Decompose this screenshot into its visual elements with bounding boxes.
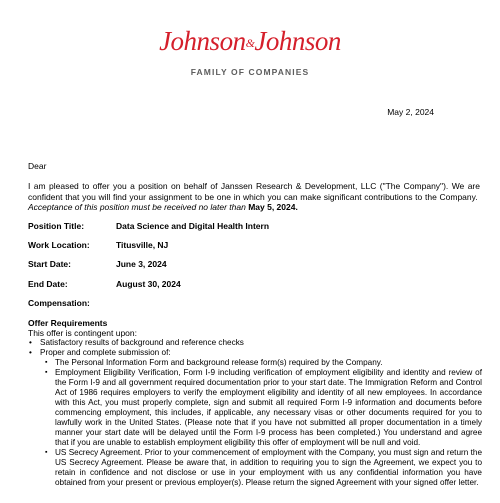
requirements-list bbox=[28, 338, 482, 488]
position-title-value: Data Science and Digital Health Intern bbox=[116, 221, 270, 231]
sub-bullet-secrecy-agreement: ▪ US Secrecy Agreement. Prior to your commencement of employment with the Company, you must sign and return the US Secrecy Agreement. Please be aware that, in addition to requiring you to sign the Agreement, we expect you to retain in confidence and not disclose or use in your employment with us any confidential information you have obtained from your present or previous employer(s). Please return the signed Agreement with your signed offer letter. bbox=[28, 448, 482, 488]
letter-date: May 2, 2024 bbox=[387, 107, 434, 117]
logo-word-right: Johnson bbox=[254, 26, 341, 56]
position-title-label: Position Title: bbox=[28, 221, 85, 231]
company-logo bbox=[0, 28, 500, 55]
offer-requirements-intro: This offer is contingent upon: bbox=[28, 328, 137, 338]
intro-text: I am pleased to offer you a position on behalf of Janssen Research & Development, LLC ("The Company"). We are confident that you will find your assignment to be one in which you can make significant contributions to the Company. bbox=[28, 181, 480, 202]
sub-bullet-form-i9: ▪ Employment Eligibility Verification, Form I-9 including verification of employment eligibility and identity and review of the Form I-9 and all government required documentation prior to your start date. The Immigration Reform and Control Act of 1986 requires employers to verify the employment eligibility and identity of all new employees. In accordance with this Act, you must properly complete, sign and submit all required Form I-9 information and documents before commencing employment, this includes, if applicable, any necessary visas or other documents required for you to lawfully work in the United States. (Please note that if you have not submitted all proper documentation in a timely manner your start date will be delayed until the Form I-9 process has been completed.) You understand and agree that if you are unable to establish employment eligibility this offer of employment will be null and void. bbox=[28, 368, 482, 448]
work-location-value: Titusville, NJ bbox=[116, 240, 169, 250]
compensation-label: Compensation: bbox=[28, 298, 90, 308]
start-date-label: Start Date: bbox=[28, 259, 71, 269]
start-date-value: June 3, 2024 bbox=[116, 259, 167, 269]
end-date-value: August 30, 2024 bbox=[116, 279, 181, 289]
requirement-bullet-submission: • Proper and complete submission of: bbox=[28, 348, 482, 358]
logo-subtitle: FAMILY OF COMPANIES bbox=[190, 67, 310, 77]
logo-word-left: Johnson bbox=[159, 26, 246, 56]
intro-paragraph bbox=[28, 181, 480, 213]
end-date-label: End Date: bbox=[28, 279, 68, 289]
requirement-bullet-background: • Satisfactory results of background and reference checks bbox=[28, 338, 482, 348]
acceptance-deadline: May 5, 2024. bbox=[248, 202, 298, 212]
salutation: Dear bbox=[28, 161, 47, 171]
logo-ampersand: & bbox=[245, 36, 255, 50]
offer-requirements-heading: Offer Requirements bbox=[28, 318, 108, 328]
work-location-label: Work Location: bbox=[28, 240, 90, 250]
sub-bullet-personal-info: ▪ The Personal Information Form and background release form(s) required by the Company. bbox=[28, 358, 482, 368]
intro-acceptance-text: Acceptance of this position must be received no later than bbox=[28, 202, 246, 212]
